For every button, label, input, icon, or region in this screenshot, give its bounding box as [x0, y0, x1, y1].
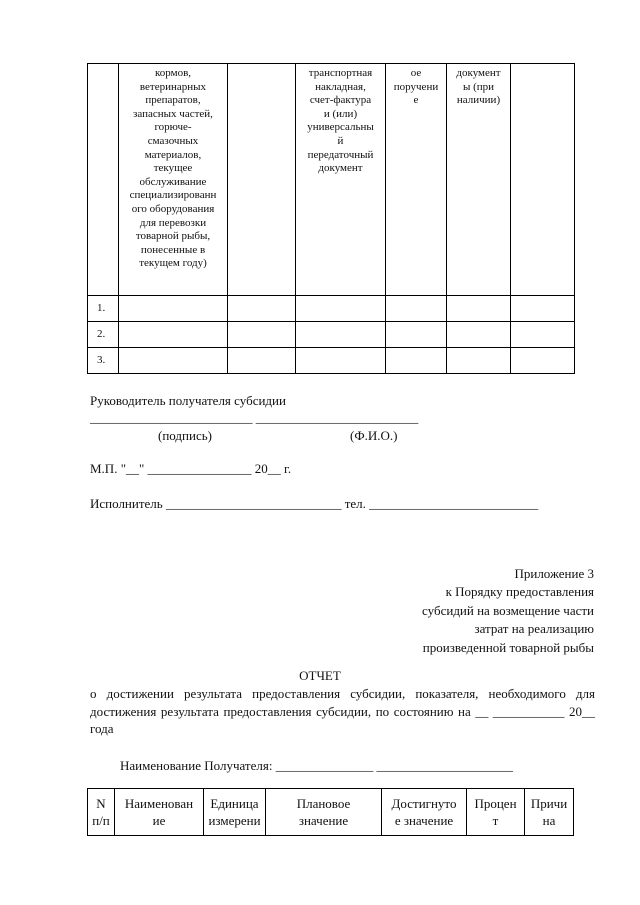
header-cell-payment-order: ое поручени е	[386, 64, 447, 296]
row-number: 1.	[88, 296, 119, 322]
table-cell	[511, 348, 575, 374]
table-cell	[386, 296, 447, 322]
header-cell	[88, 64, 119, 296]
table-cell	[228, 296, 296, 322]
row-number: 2.	[88, 322, 119, 348]
report-title: ОТЧЕТ	[299, 668, 341, 683]
header-cell-other-documents: документ ы (при наличии)	[447, 64, 511, 296]
table-row	[88, 322, 575, 348]
col-number: N п/п	[88, 789, 115, 836]
appendix-header	[422, 565, 594, 657]
table-cell	[228, 348, 296, 374]
table-cell	[119, 322, 228, 348]
appendix-line: субсидий на возмещение части	[422, 602, 594, 618]
table-header-row	[88, 64, 575, 296]
appendix-line: затрат на реализацию	[474, 621, 594, 637]
table-cell	[119, 348, 228, 374]
appendix-line: Приложение 3	[514, 566, 594, 581]
table-cell	[447, 322, 511, 348]
table-cell	[296, 296, 386, 322]
full-name-caption: (Ф.И.О.)	[350, 428, 398, 443]
table-cell	[386, 322, 447, 348]
table-row	[88, 348, 575, 374]
col-reason: Причи на	[525, 789, 574, 836]
row-number: 3.	[88, 348, 119, 374]
results-table	[87, 788, 574, 836]
appendix-line: произведенной товарной рыбы	[422, 639, 594, 655]
signature-line: _________________________ _________________________	[90, 410, 419, 425]
table-cell	[228, 322, 296, 348]
recipient-name-line: Наименование Получателя: _______________ _____________________	[120, 758, 513, 773]
executor-line: Исполнитель ___________________________ тел. __________________________	[90, 496, 539, 511]
table-cell	[447, 296, 511, 322]
stamp-date-line: М.П. "__" ________________ 20__ г.	[90, 461, 292, 476]
table-cell	[119, 296, 228, 322]
col-achieved: Достигнуто е значение	[382, 789, 467, 836]
head-of-recipient-label: Руководитель получателя субсидии	[90, 393, 286, 408]
results-table-header	[88, 789, 574, 836]
col-planned: Плановое значение	[266, 789, 382, 836]
col-unit: Единица измерени	[204, 789, 266, 836]
col-percent: Процен т	[467, 789, 525, 836]
header-cell-documents: транспортная накладная, счет-фактура и (или) универсальны й передаточный документ	[296, 64, 386, 296]
header-cell-expenses: кормов, ветеринарных препаратов, запасных частей, горюче- смазочных материалов, текущее обслуживание специализированн ого оборудования для перевозки товарной рыбы, понесенные в текущем году)	[119, 64, 228, 296]
expenses-table	[87, 63, 575, 374]
table-cell	[447, 348, 511, 374]
table-cell	[296, 348, 386, 374]
appendix-line: к Порядку предоставления	[445, 584, 594, 600]
report-description: о достижении результата предоставления субсидии, показателя, необходимого для достижения результата предоставления субсидии, по состоянию на __ ___________ 20__ года	[90, 686, 595, 736]
table-cell	[386, 348, 447, 374]
signature-caption: (подпись)	[158, 428, 212, 443]
header-cell	[511, 64, 575, 296]
table-cell	[296, 322, 386, 348]
table-cell	[511, 296, 575, 322]
col-name: Наименован ие	[115, 789, 204, 836]
table-row	[88, 296, 575, 322]
header-cell	[228, 64, 296, 296]
table-cell	[511, 322, 575, 348]
